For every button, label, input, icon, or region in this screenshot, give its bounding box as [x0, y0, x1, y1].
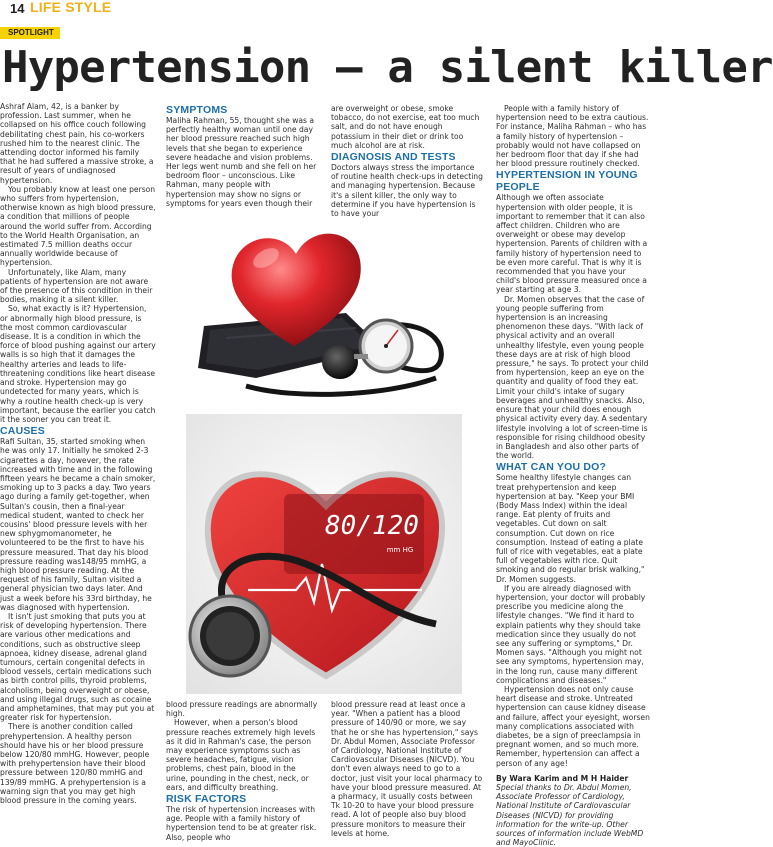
paragraph: Doctors always stress the importance of routine health check-ups in detecting and managing hypertension. Because it's a silent killer, the only way to determine if you have hypertension is to have your: [331, 163, 483, 219]
page-header: [0, 0, 650, 20]
subhead-symptoms: SYMPTOMS: [166, 104, 228, 116]
paragraph: Hypertension does not only cause heart disease and stroke. Untreated hypertension can cause kidney disease and failure, affect your eyesight, worsen many complications associated with diabetes, be a sign of preeclampsia in pregnant women, and so much more. Remember, hypertension can affect a person of any age!: [496, 684, 650, 768]
paragraph: Maliha Rahman, 55, thought she was a perfectly healthy woman until one day her blood pressure reached such high levels that she began to experience severe headache and vision problems. Her legs went numb and she fell on her bedroom floor – unconscious. Like Rahman, many people with hypertension may show no signs or symptoms for years even though their: [166, 116, 317, 208]
paragraph: blood pressure read at least once a year. "When a patient has a blood pressure of 140/90 or more, we say that he or she has hypertension," says Dr. Abdul Momen, Associate Professor of Cardiology, National Institute of Cardiovascular Diseases (NICVD). You don't even always need to go to a doctor, just visit your local pharmacy to have your blood pressure measured. At a pharmacy, it usually costs between Tk 10-20 to have your blood pressure read. A lot of people also buy blood pressure monitors to measure their levels at home.: [331, 700, 483, 838]
heart-cuff-illustration: [186, 218, 462, 408]
monitor-unit: mm HG: [386, 546, 414, 554]
subhead-causes: CAUSES: [0, 425, 45, 438]
paragraph: Some healthy lifestyle changes can treat prehypertension and keep hypertension at bay. "Keep your BMI (Body Mass Index) within the ideal range. Eat plenty of fruits and vegetables. Cut down on salt consumption. Cut down on rice consumption. Instead of eating a plate full of rice with vegetables, eat a plate full of vegetables with rice. Quit smoking and do regular brisk walking," Dr. Momen suggests.: [496, 473, 645, 584]
article-column-3-top: [331, 104, 483, 219]
article-column-4: [496, 104, 650, 847]
headline: Hypertension – a silent killer: [2, 42, 773, 93]
article-column-2-top: [166, 104, 318, 214]
heart-blood-pressure-cuff-photo: [186, 218, 462, 408]
heart-monitor-illustration: [186, 414, 462, 694]
paragraph: are overweight or obese, smoke tobacco, do not exercise, eat too much salt, and do not have enough potassium in their diet or drink too much alcohol are at risk.: [331, 104, 480, 150]
subhead-young-people: HYPERTENSION IN YOUNG PEOPLE: [496, 169, 638, 194]
subhead-what-can-you-do: WHAT CAN YOU DO?: [496, 461, 607, 474]
article-column-3-bottom: [331, 700, 483, 838]
paragraph: There is another condition called prehypertension. A healthy person should have his or her blood pressure below 120/80 mmHG. However, people with prehypertension have their blood pressure between 120/80 mmHG and 139/89 mmHG. A prehypertension is a warning sign that you may get high blood pressure in the coming years.: [0, 722, 150, 806]
paragraph: Dr. Momen observes that the case of young people suffering from hypertension is an increasing phenomenon these days. "With lack of physical activity and an overall unhealthy lifestyle, even young people these days are at risk of high blood pressure," he says. To protect your child from hypertension, keep an eye on the quantity and quality of food they eat. Limit your child's intake of sugary beverages and unhealthy snacks. Also, ensure that your child does enough physical activity every day. A sedentary lifestyle involving a lot of screen-time is responsible for rising childhood obesity in Bangladesh and also other parts of the world.: [496, 294, 649, 461]
spotlight-tag: SPOTLIGHT: [0, 27, 60, 39]
article-column-2-bottom: [166, 700, 318, 842]
paragraph: The risk of hypertension increases with age. People with a family history of hypertension tend to be at greater risk. Also, people who: [166, 805, 317, 842]
paragraph: However, when a person's blood pressure reaches extremely high levels as it did in Rahman's case, the person may experience symptoms such as severe headaches, fatigue, vision problems, chest pain, blood in the urine, pounding in the chest, neck, or ears, and difficulty breathing.: [166, 718, 316, 792]
paragraph: blood pressure readings are abnormally high.: [166, 700, 318, 719]
heart-monitor-stethoscope-photo: [186, 414, 462, 694]
paragraph: Rafi Sultan, 35, started smoking when he was only 17. Initially he smoked 2-3 cigarettes a day, however, the rate increased with time and in the following fifteen years he became a chain smoker, smoking up to 3 packs a day. Two years ago during a family get-together, when Sultan's cousin, then a final-year medical student, wanted to check her cousins' blood pressure levels with her new sphygmomanometer, he volunteered to be the first to have his pressure measured. That day his blood pressure reading was148/95 mmHG, a high blood pressure reading. At the request of his family, Sultan visited a general physician two days later. And just a week before his 33rd birthday, he was diagnosed with hypertension.: [0, 437, 156, 612]
subhead-diagnosis: DIAGNOSIS AND TESTS: [331, 151, 456, 164]
monitor-reading: 80/120: [325, 511, 419, 541]
paragraph: People with a family history of hypertension need to be extra cautious. For instance, Maliha Rahman – who has a family history of hypertension – probably would not have collapsed on her bedroom floor that day if she had her blood pressure routinely checked.: [496, 104, 649, 169]
paragraph: Unfortunately, like Alam, many patients of hypertension are not aware of the presence of this condition in their bodies, making it a silent killer.: [0, 267, 153, 305]
section-name: LIFE STYLE: [30, 0, 112, 15]
byline: By Wara Karim and M H Haider: [496, 773, 629, 783]
paragraph: If you are already diagnosed with hypertension, your doctor will probably prescribe you medicine along the lifestyle changes. "We find it hard to explain patients why they should take medication since they usually do not see any suffering or symptoms," Dr. Momen says. "Although you might not see any symptoms, hypertension may, in the long run, cause many different complications and diseases.": [496, 583, 646, 685]
paragraph: Ashraf Alam, 42, is a banker by profession. Last summer, when he collapsed on his office couch following debilitating chest pain, his co-workers rushed him to the nearest clinic. The attending doctor informed his family that he had suffered a massive stroke, a result of years of undiagnosed hypertension.: [0, 102, 154, 185]
paragraph: So, what exactly is it? Hypertension, or abnormally high blood pressure, is the most common cardiovascular disease. It is a condition in which the force of blood pushing against our artery walls is so high that it damages the healthy arteries and leads to life-threatening conditions like heart disease and stroke. Hypertension may go undetected for many years, which is why a routine health check-up is very important, because the earlier you catch it the sooner you can treat it.: [0, 304, 156, 424]
credit-note: Special thanks to Dr. Abdul Momen, Associate Professor of Cardiology, National Institute of Cardiovascular Diseases (NICVD) for providing information for the write-up. Other sources of information include WebMD and MayoClinic.: [496, 783, 644, 847]
paragraph: It isn't just smoking that puts you at risk of developing hypertension. There are various other medications and conditions, such as obstructive sleep apnoea, kidney disease, adrenal gland tumours, certain congenital defects in blood vessels, certain medications such as birth control pills, thyroid problems, alcoholism, being overweight or obese, and using illegal drugs, such as cocaine and amphetamines, that may put you at greater risk for hypertension.: [0, 611, 155, 723]
subhead-risk-factors: RISK FACTORS: [166, 793, 247, 806]
page-number: 14: [10, 1, 25, 16]
article-column-1: [0, 102, 156, 838]
paragraph: Although we often associate hypertension with older people, it is important to remember that it can also affect children. Children who are overweight or obese may develop hypertension. Parents of children with a family history of hypertension need to be even more careful. That is why it is recommended that you have your child's blood pressure measured once a year starting at age 3.: [496, 193, 648, 295]
paragraph: You probably know at least one person who suffers from hypertension, otherwise known as high blood pressure, a condition that millions of people around the world suffer from. According to the World Health Organisation, an estimated 7.5 million deaths occur annually worldwide because of hypertension.: [0, 184, 156, 268]
